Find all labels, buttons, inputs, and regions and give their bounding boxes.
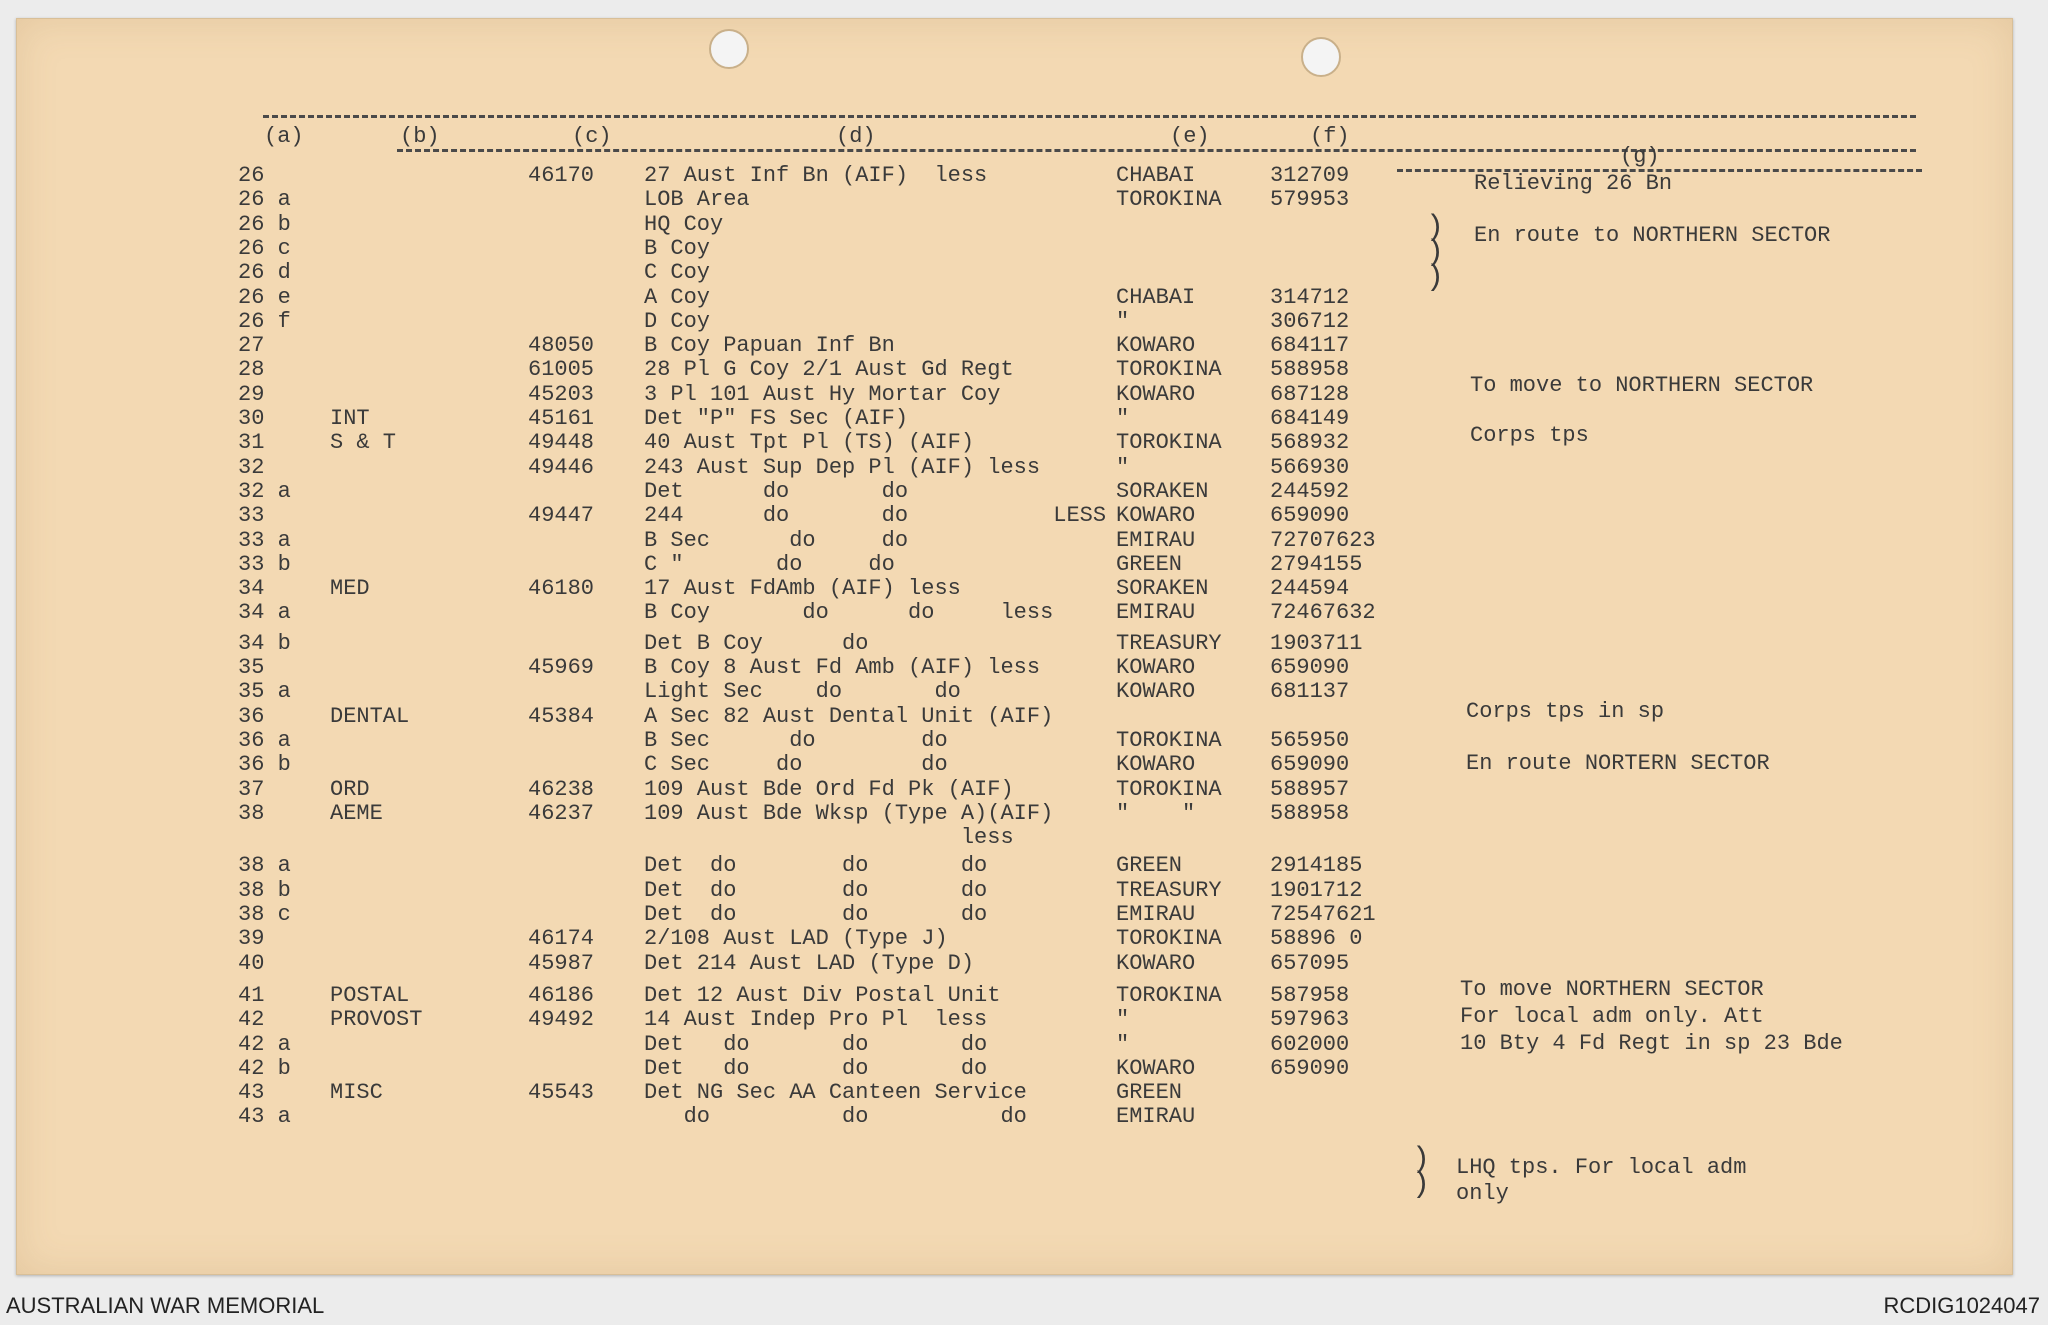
table-row — [0, 902, 2048, 927]
row-location: TOROKINA — [1116, 430, 1222, 455]
remark-en-route-norterrn: En route NORTERN SECTOR — [1466, 751, 1770, 776]
row-code: 46238 — [528, 777, 595, 802]
header-a: (a) — [264, 124, 304, 149]
row-location: CHABAI — [1116, 285, 1196, 310]
row-unit: Det do do do — [644, 902, 988, 927]
row-map-ref: 1903711 — [1270, 631, 1363, 656]
row-line-number: 35 — [238, 655, 265, 680]
row-unit: LOB Area — [644, 187, 750, 212]
row-code: 46170 — [528, 163, 595, 188]
row-map-ref: 659090 — [1270, 655, 1350, 680]
row-map-ref: 684117 — [1270, 333, 1350, 358]
row-line-number: 41 — [238, 983, 265, 1008]
top-dashed-rule — [263, 115, 1916, 118]
row-location: TOROKINA — [1116, 187, 1222, 212]
row-map-ref: 659090 — [1270, 1056, 1350, 1081]
row-line-number: 34 a — [238, 600, 291, 625]
row-location: EMIRAU — [1116, 600, 1196, 625]
row-map-ref: 72547621 — [1270, 902, 1376, 927]
row-map-ref: 588958 — [1270, 357, 1350, 382]
table-row — [0, 406, 2048, 431]
row-map-ref: 597963 — [1270, 1007, 1350, 1032]
row-line-number: 26 a — [238, 187, 291, 212]
row-location: CHABAI — [1116, 163, 1196, 188]
row-location: KOWARO — [1116, 382, 1196, 407]
row-code: 46237 — [528, 801, 595, 826]
table-row — [0, 187, 2048, 212]
row-location: TOROKINA — [1116, 777, 1222, 802]
row-unit: Det do do do — [644, 878, 988, 903]
table-row — [0, 260, 2048, 285]
row-unit: Det do do do — [644, 853, 988, 878]
remark-lhq-1: LHQ tps. For local adm — [1456, 1155, 1747, 1180]
row-location: " " — [1116, 801, 1196, 826]
table-row — [0, 576, 2048, 601]
remark-to-move-northern: To move to NORTHERN SECTOR — [1470, 373, 1814, 398]
row-location: GREEN — [1116, 1080, 1183, 1105]
row-code: 49448 — [528, 430, 595, 455]
row-line-number: 40 — [238, 951, 265, 976]
row-map-ref: 566930 — [1270, 455, 1350, 480]
row-code: 45987 — [528, 951, 595, 976]
table-row — [0, 926, 2048, 951]
row-line-number: 36 a — [238, 728, 291, 753]
row-line-number: 26 d — [238, 260, 291, 285]
row-line-number: 33 b — [238, 552, 291, 577]
row-line-number: 26 b — [238, 212, 291, 237]
header-dashed-rule — [397, 149, 1916, 152]
row-unit: 3 Pl 101 Aust Hy Mortar Coy — [644, 382, 1001, 407]
row-map-ref: 602000 — [1270, 1032, 1350, 1057]
remark-corps-tps: Corps tps — [1470, 423, 1589, 448]
row-code: 49492 — [528, 1007, 595, 1032]
table-row — [0, 777, 2048, 802]
row-line-number: 30 — [238, 406, 265, 431]
row-unit: HQ Coy — [644, 212, 724, 237]
row-line-number: 36 b — [238, 752, 291, 777]
row-location: KOWARO — [1116, 951, 1196, 976]
row-location: EMIRAU — [1116, 528, 1196, 553]
brace-lhq: ) ) — [1412, 1143, 1431, 1202]
row-map-ref: 72467632 — [1270, 600, 1376, 625]
row-map-ref: 588957 — [1270, 777, 1350, 802]
row-line-number: 26 f — [238, 309, 291, 334]
row-location: TREASURY — [1116, 631, 1222, 656]
row-branch: AEME — [330, 801, 383, 826]
footer-record-id: RCDIG1024047 — [1883, 1293, 2040, 1318]
row-unit: 2/108 Aust LAD (Type J) — [644, 926, 948, 951]
row-line-number: 26 — [238, 163, 265, 188]
table-row — [0, 679, 2048, 704]
row-line-number: 35 a — [238, 679, 291, 704]
row-location: TREASURY — [1116, 878, 1222, 903]
row-map-ref: 681137 — [1270, 679, 1350, 704]
row-unit: B Coy do do less — [644, 600, 1054, 625]
row-code: 45384 — [528, 704, 595, 729]
row-location: " — [1116, 455, 1130, 480]
row-line-number: 38 c — [238, 902, 291, 927]
row-map-ref: 312709 — [1270, 163, 1350, 188]
row-code: 46180 — [528, 576, 595, 601]
row-code: 46186 — [528, 983, 595, 1008]
row-unit: D Coy — [644, 309, 711, 334]
row-code: 45203 — [528, 382, 595, 407]
row-line-number: 26 c — [238, 236, 291, 261]
table-row — [0, 1056, 2048, 1081]
remark-to-move-sector: To move NORTHERN SECTOR — [1460, 977, 1764, 1002]
table-row — [0, 801, 2048, 826]
row-code: 49447 — [528, 503, 595, 528]
row-location: KOWARO — [1116, 503, 1196, 528]
remark-local-adm-1: For local adm only. Att — [1460, 1004, 1764, 1029]
row-line-number: 42 a — [238, 1032, 291, 1057]
row-location: GREEN — [1116, 552, 1183, 577]
row-map-ref: 659090 — [1270, 503, 1350, 528]
row-map-ref: 314712 — [1270, 285, 1350, 310]
row-unit: Det "P" FS Sec (AIF) — [644, 406, 909, 431]
row-unit: 40 Aust Tpt Pl (TS) (AIF) — [644, 430, 975, 455]
row-location: " — [1116, 1032, 1130, 1057]
row-line-number: 38 b — [238, 878, 291, 903]
row-map-ref: 306712 — [1270, 309, 1350, 334]
row-map-ref: 657095 — [1270, 951, 1350, 976]
table-row — [0, 455, 2048, 480]
row-unit: C Sec do do — [644, 752, 948, 777]
row-branch: INT — [330, 406, 370, 431]
row-branch: PROVOST — [330, 1007, 423, 1032]
row-map-ref: 588958 — [1270, 801, 1350, 826]
row-line-number: 28 — [238, 357, 265, 382]
header-g: (g) — [1620, 144, 1660, 169]
header-c: (c) — [572, 124, 612, 149]
row-line-number: 37 — [238, 777, 265, 802]
table-row — [0, 479, 2048, 504]
row-line-number: 36 — [238, 704, 265, 729]
table-row — [0, 285, 2048, 310]
table-row — [0, 503, 2048, 528]
row-line-number: 31 — [238, 430, 265, 455]
row-location: TOROKINA — [1116, 357, 1222, 382]
remark-en-route-northern: En route to NORTHERN SECTOR — [1474, 223, 1831, 248]
row-code: 46174 — [528, 926, 595, 951]
row-branch: POSTAL — [330, 983, 410, 1008]
row-unit: B Coy — [644, 236, 711, 261]
row-code: 45543 — [528, 1080, 595, 1105]
row-map-ref: 72707623 — [1270, 528, 1376, 553]
row-location: KOWARO — [1116, 1056, 1196, 1081]
row-line-number: 34 — [238, 576, 265, 601]
table-row — [0, 1080, 2048, 1105]
row-branch: S & T — [330, 430, 397, 455]
brace-left: ) ) ) — [1426, 211, 1445, 295]
row-unit: Det 214 Aust LAD (Type D) — [644, 951, 975, 976]
row-line-number: 38 — [238, 801, 265, 826]
row-line-number: 27 — [238, 333, 265, 358]
row-line-number: 39 — [238, 926, 265, 951]
table-row — [0, 528, 2048, 553]
remark-lhq-2: only — [1456, 1181, 1509, 1206]
row-unit: Det do do do — [644, 1032, 988, 1057]
table-row — [0, 631, 2048, 656]
row-unit: 27 Aust Inf Bn (AIF) less — [644, 163, 988, 188]
table-row — [0, 655, 2048, 680]
table-row — [0, 333, 2048, 358]
row-location: " — [1116, 309, 1130, 334]
row-location: TOROKINA — [1116, 728, 1222, 753]
row-map-ref: 2914185 — [1270, 853, 1363, 878]
row-map-ref: 687128 — [1270, 382, 1350, 407]
header-e: (e) — [1170, 124, 1210, 149]
remark-local-adm-2: 10 Bty 4 Fd Regt in sp 23 Bde — [1460, 1031, 1843, 1056]
row-location: KOWARO — [1116, 655, 1196, 680]
row-location: EMIRAU — [1116, 1104, 1196, 1129]
row-line-number: 33 — [238, 503, 265, 528]
row-location: KOWARO — [1116, 333, 1196, 358]
row-unit: 14 Aust Indep Pro Pl less — [644, 1007, 988, 1032]
row-location: " — [1116, 1007, 1130, 1032]
row-map-ref: 565950 — [1270, 728, 1350, 753]
table-row — [0, 600, 2048, 625]
row-line-number: 42 — [238, 1007, 265, 1032]
row-unit: B Sec do do — [644, 728, 948, 753]
remark-relieving: Relieving 26 Bn — [1474, 171, 1673, 196]
row-map-ref: 684149 — [1270, 406, 1350, 431]
row-branch: ORD — [330, 777, 370, 802]
row-line-number: 32 a — [238, 479, 291, 504]
row-branch: DENTAL — [330, 704, 410, 729]
row-location: KOWARO — [1116, 679, 1196, 704]
row-map-ref: 244594 — [1270, 576, 1350, 601]
row-map-ref: 2794155 — [1270, 552, 1363, 577]
row-unit: 109 Aust Bde Wksp (Type A)(AIF) — [644, 801, 1054, 826]
header-f: (f) — [1310, 124, 1350, 149]
row-line-number: 26 e — [238, 285, 291, 310]
table-row — [0, 704, 2048, 729]
row-unit: do do do — [644, 1104, 1027, 1129]
table-row — [0, 878, 2048, 903]
row-branch: MISC — [330, 1080, 383, 1105]
row-line-number: 33 a — [238, 528, 291, 553]
table-row — [0, 853, 2048, 878]
row-unit: 244 do do LESS — [644, 503, 1107, 528]
row-code: 49446 — [528, 455, 595, 480]
row-map-ref: 1901712 — [1270, 878, 1363, 903]
row-map-ref: 568932 — [1270, 430, 1350, 455]
row-line-number: 38 a — [238, 853, 291, 878]
row-code: 61005 — [528, 357, 595, 382]
row-unit: 243 Aust Sup Dep Pl (AIF) less — [644, 455, 1041, 480]
row-line-number: 34 b — [238, 631, 291, 656]
row-map-ref: 58896 0 — [1270, 926, 1363, 951]
table-row — [0, 163, 2048, 188]
table-row — [0, 825, 2048, 850]
row-line-number: 43 — [238, 1080, 265, 1105]
row-code: 45161 — [528, 406, 595, 431]
row-unit: A Sec 82 Aust Dental Unit (AIF) — [644, 704, 1054, 729]
table-row — [0, 309, 2048, 334]
table-row — [0, 430, 2048, 455]
remark-corps-tps-sp: Corps tps in sp — [1466, 699, 1665, 724]
row-unit: 17 Aust FdAmb (AIF) less — [644, 576, 961, 601]
row-line-number: 32 — [238, 455, 265, 480]
row-unit: C " do do — [644, 552, 895, 577]
header-d: (d) — [836, 124, 876, 149]
row-unit: B Coy 8 Aust Fd Amb (AIF) less — [644, 655, 1041, 680]
row-unit: less — [644, 825, 1014, 850]
row-unit: C Coy — [644, 260, 711, 285]
row-unit: Det 12 Aust Div Postal Unit — [644, 983, 1001, 1008]
row-unit: B Coy Papuan Inf Bn — [644, 333, 895, 358]
row-location: SORAKEN — [1116, 576, 1209, 601]
row-line-number: 29 — [238, 382, 265, 407]
table-row — [0, 552, 2048, 577]
row-unit: A Coy — [644, 285, 711, 310]
row-map-ref: 659090 — [1270, 752, 1350, 777]
row-unit: 109 Aust Bde Ord Fd Pk (AIF) — [644, 777, 1014, 802]
row-unit: B Sec do do — [644, 528, 909, 553]
table-row — [0, 951, 2048, 976]
row-map-ref: 244592 — [1270, 479, 1350, 504]
row-unit: Det do do — [644, 479, 909, 504]
row-location: GREEN — [1116, 853, 1183, 878]
row-line-number: 42 b — [238, 1056, 291, 1081]
punch-hole-left — [709, 29, 749, 69]
row-location: KOWARO — [1116, 752, 1196, 777]
table-row — [0, 1104, 2048, 1129]
row-location: SORAKEN — [1116, 479, 1209, 504]
row-location: TOROKINA — [1116, 926, 1222, 951]
row-branch: MED — [330, 576, 370, 601]
row-line-number: 43 a — [238, 1104, 291, 1129]
row-unit: Det B Coy do — [644, 631, 869, 656]
row-code: 48050 — [528, 333, 595, 358]
footer-archive-name: AUSTRALIAN WAR MEMORIAL — [6, 1293, 325, 1318]
row-unit: Det NG Sec AA Canteen Service — [644, 1080, 1027, 1105]
row-unit: Det do do do — [644, 1056, 988, 1081]
row-unit: 28 Pl G Coy 2/1 Aust Gd Regt — [644, 357, 1014, 382]
row-location: TOROKINA — [1116, 983, 1222, 1008]
row-location: EMIRAU — [1116, 902, 1196, 927]
row-map-ref: 579953 — [1270, 187, 1350, 212]
punch-hole-right — [1301, 37, 1341, 77]
row-code: 45969 — [528, 655, 595, 680]
header-b: (b) — [400, 124, 440, 149]
row-location: " — [1116, 406, 1130, 431]
row-map-ref: 587958 — [1270, 983, 1350, 1008]
row-unit: Light Sec do do — [644, 679, 961, 704]
